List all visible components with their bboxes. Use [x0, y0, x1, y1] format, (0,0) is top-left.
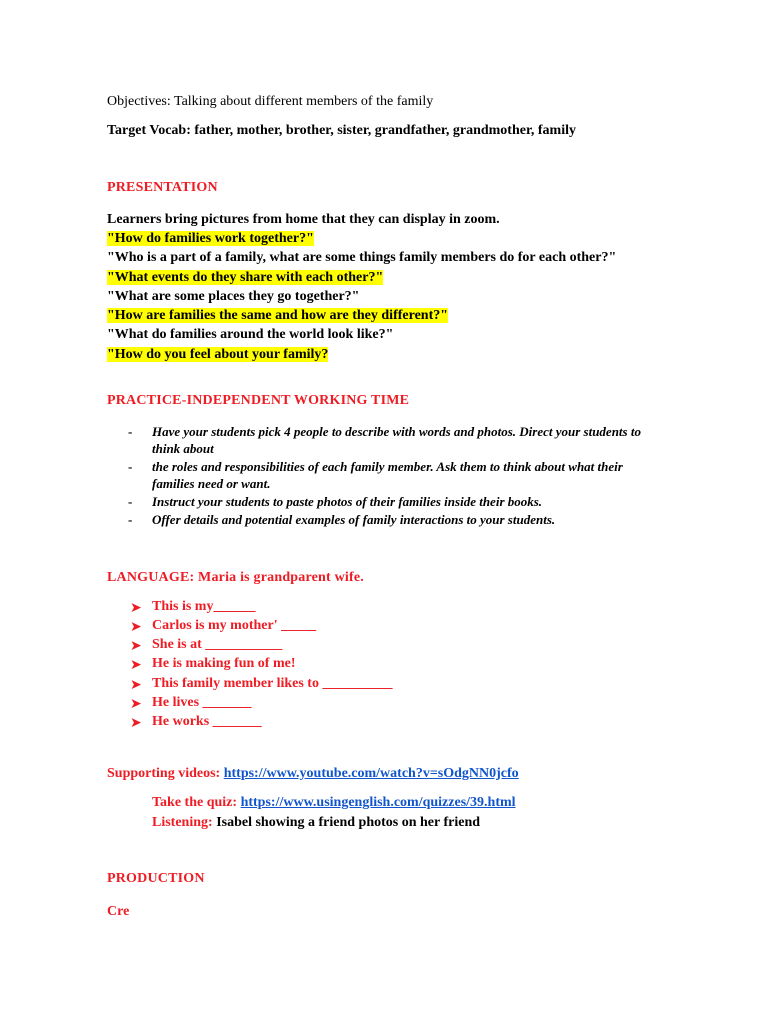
practice-item-4: Offer details and potential examples of family interactions to your students. [152, 512, 556, 527]
arrow-bullet-icon: ➤ [130, 620, 142, 635]
language-item-5: This family member likes to __________ [152, 676, 393, 691]
practice-item-3: Instruct your students to paste photos of their families inside their books. [152, 494, 543, 509]
arrow-bullet-icon: ➤ [130, 678, 142, 693]
arrow-bullet-icon: ➤ [130, 716, 142, 731]
language-item-2: Carlos is my mother' _____ [152, 618, 317, 633]
quiz-link[interactable]: https://www.usingenglish.com/quizzes/39.html [240, 795, 516, 810]
production-text: Cre [107, 904, 130, 919]
practice-item-2: the roles and responsibilities of each family member. Ask them to think about what their families need or want. [152, 459, 623, 491]
listening-text: Isabel showing a friend photos on her friend [216, 815, 481, 830]
production-heading: PRODUCTION [107, 871, 205, 886]
presentation-line-3: "Who is a part of a family, what are some things family members do for each other?" [107, 250, 617, 265]
presentation-line-1: Learners bring pictures from home that they can display in zoom. [107, 212, 500, 227]
presentation-heading: PRESENTATION [107, 180, 218, 195]
practice-bullet-dash: - [128, 459, 133, 474]
arrow-bullet-icon: ➤ [130, 601, 142, 616]
language-heading: LANGUAGE: Maria is grandparent wife. [107, 570, 364, 585]
presentation-line-6: "How are families the same and how are they different?" [107, 308, 449, 323]
practice-heading: PRACTICE-INDEPENDENT WORKING TIME [107, 393, 410, 408]
language-item-6: He lives _______ [152, 695, 252, 710]
presentation-line-4: "What events do they share with each other?" [107, 270, 384, 285]
quiz-label: Take the quiz: [152, 795, 238, 810]
practice-bullet-dash: - [128, 424, 133, 439]
presentation-line-8: "How do you feel about your family? [107, 347, 329, 362]
supporting-video-link[interactable]: https://www.youtube.com/watch?v=sOdgNN0jcfo [223, 766, 519, 781]
practice-bullet-dash: - [128, 494, 133, 509]
practice-item-1: Have your students pick 4 people to describe with words and photos. Direct your students to think about [152, 424, 641, 456]
arrow-bullet-icon: ➤ [130, 639, 142, 654]
language-item-7: He works _______ [152, 714, 262, 729]
language-item-1: This is my______ [152, 599, 256, 614]
presentation-line-2: "How do families work together?" [107, 231, 314, 246]
presentation-line-5: "What are some places they go together?" [107, 289, 360, 304]
practice-bullet-dash: - [128, 512, 133, 527]
presentation-line-7: "What do families around the world look like?" [107, 327, 394, 342]
listening-label: Listening: [152, 815, 213, 830]
language-item-3: She is at ___________ [152, 637, 283, 652]
language-item-4: He is making fun of me! [152, 656, 296, 671]
arrow-bullet-icon: ➤ [130, 658, 142, 673]
objectives-line: Objectives: Talking about different members of the family [107, 94, 434, 109]
supporting-videos-label: Supporting videos: [107, 766, 221, 781]
arrow-bullet-icon: ➤ [130, 697, 142, 712]
target-vocab-line: Target Vocab: father, mother, brother, sister, grandfather, grandmother, family [107, 123, 576, 138]
